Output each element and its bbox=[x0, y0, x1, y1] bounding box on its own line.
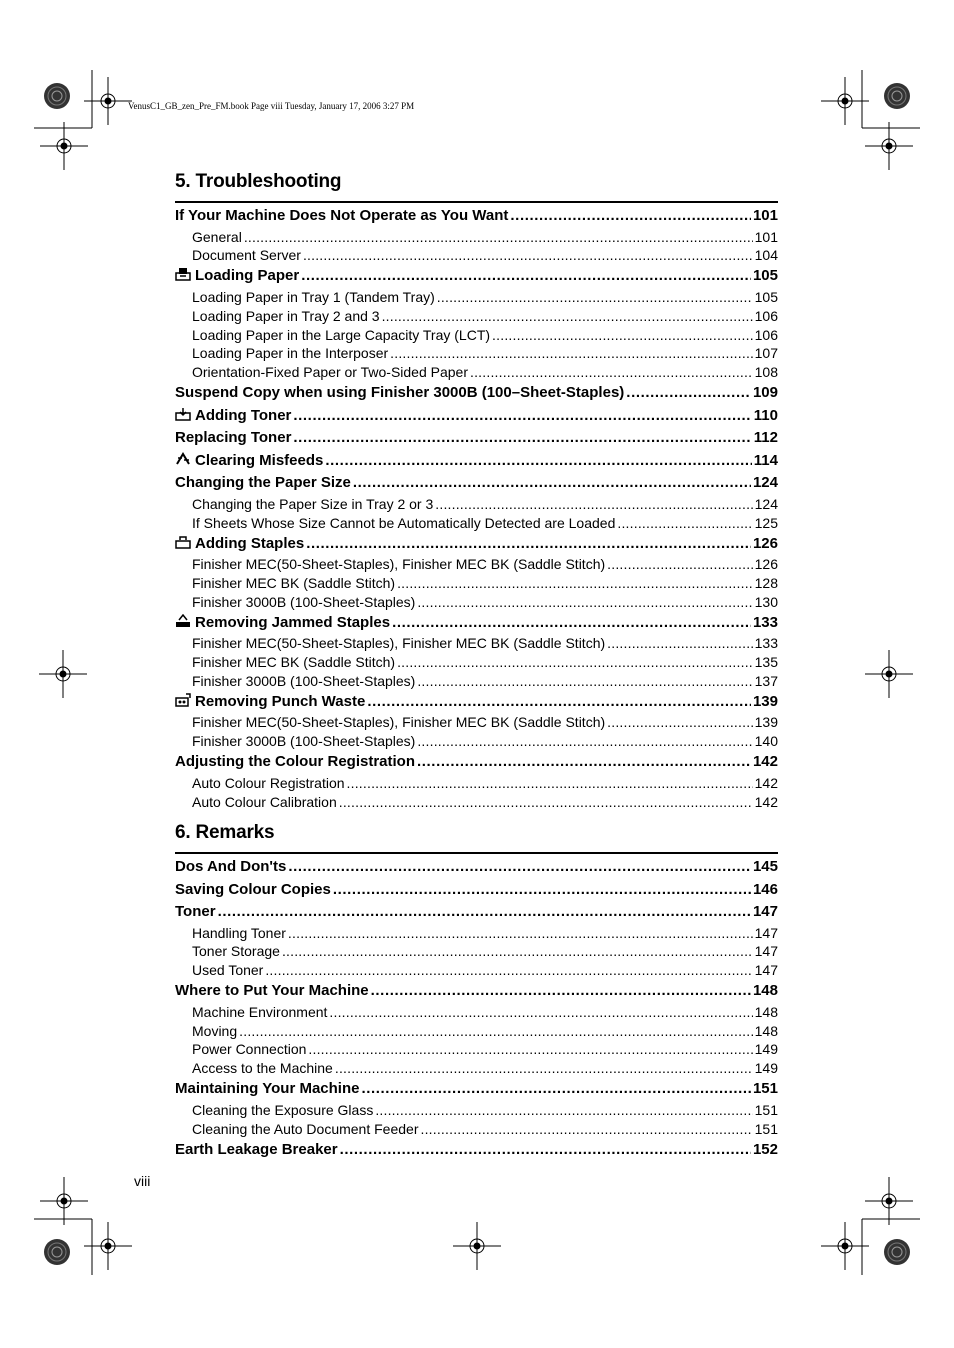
toc-entry-text: Cleaning the Exposure Glass bbox=[192, 1101, 374, 1118]
add-staples-icon bbox=[175, 534, 191, 547]
toc-entry-sub[interactable] bbox=[175, 653, 778, 672]
toc-entry-text: If Sheets Whose Size Cannot be Automatically Detected are Loaded bbox=[192, 514, 616, 531]
jammed-staples-icon bbox=[175, 613, 191, 626]
toc-page-number: 124 bbox=[754, 495, 778, 512]
toc-entry-title bbox=[192, 514, 615, 533]
toc-entry-title bbox=[175, 980, 369, 1003]
file-info-header: VenusC1_GB_zen_Pre_FM.book Page viii Tuesday, January 17, 2006 3:27 PM bbox=[128, 101, 415, 111]
toc-entry-title bbox=[192, 774, 345, 793]
toc-entry-title bbox=[192, 942, 280, 961]
toc-entry-main[interactable] bbox=[175, 405, 778, 428]
toc-entry-text: Adjusting the Colour Registration bbox=[175, 753, 415, 771]
toc-page-number: 106 bbox=[754, 307, 778, 324]
misfeed-icon bbox=[175, 451, 191, 464]
toc-entry-title bbox=[175, 405, 291, 428]
toc-entry-sub[interactable] bbox=[175, 555, 778, 574]
toc-entry-main[interactable] bbox=[175, 901, 778, 924]
section-rule bbox=[175, 852, 778, 854]
toc-page-number: 104 bbox=[754, 247, 778, 264]
toc-entry-sub[interactable] bbox=[175, 1003, 778, 1022]
toc-entry-text: Clearing Misfeeds bbox=[195, 451, 324, 469]
dot-leader bbox=[492, 326, 753, 345]
toc-entry-title bbox=[175, 1139, 338, 1162]
toc-entry-title bbox=[192, 1101, 373, 1120]
toc-page-number: 126 bbox=[752, 534, 778, 552]
toc-entry-sub[interactable] bbox=[175, 924, 778, 943]
toc-entry-text: Replacing Toner bbox=[175, 429, 292, 447]
toc-entry-text: Adding Toner bbox=[195, 406, 292, 424]
toc-entry-main[interactable] bbox=[175, 691, 778, 714]
toc-entry-title bbox=[175, 1078, 359, 1101]
toc-entry-text: Suspend Copy when using Finisher 3000B (100–Sheet-Staples) bbox=[175, 384, 625, 402]
toc-entry-text: If Your Machine Does Not Operate as You Want bbox=[175, 207, 509, 224]
toc-entry-text: Maintaining Your Machine bbox=[175, 1080, 360, 1098]
dot-leader bbox=[417, 593, 752, 612]
toc-entry-sub[interactable] bbox=[175, 942, 778, 961]
dot-leader bbox=[265, 961, 752, 980]
add-toner-icon bbox=[175, 406, 191, 419]
toc-entry-title bbox=[175, 879, 331, 902]
toc-entry-text: Finisher MEC BK (Saddle Stitch) bbox=[192, 654, 396, 671]
dot-leader bbox=[435, 495, 752, 514]
toc-page-number: 147 bbox=[754, 943, 778, 960]
toc-page-number: 109 bbox=[752, 384, 778, 402]
toc-entry-text: Handling Toner bbox=[192, 924, 286, 941]
toc-entry-sub[interactable] bbox=[175, 326, 778, 345]
toc-entry-text: Changing the Paper Size in Tray 2 or 3 bbox=[192, 495, 434, 512]
dot-leader bbox=[375, 1101, 752, 1120]
toc-entry-text: Finisher 3000B (100-Sheet-Staples) bbox=[192, 593, 416, 610]
dot-leader bbox=[626, 382, 751, 405]
dot-leader bbox=[397, 653, 753, 672]
toc-page-number: 148 bbox=[754, 1003, 778, 1020]
dot-leader bbox=[347, 774, 753, 793]
toc-page-number: 142 bbox=[754, 774, 778, 791]
toc-entry-title bbox=[175, 901, 216, 924]
toc-entry-title bbox=[192, 924, 286, 943]
toc-page-number: 151 bbox=[754, 1101, 778, 1118]
toc-entry-title bbox=[192, 1003, 327, 1022]
dot-leader bbox=[288, 924, 753, 943]
toc-page-number: 107 bbox=[754, 345, 778, 362]
toc-page-number: 142 bbox=[752, 753, 778, 771]
toc-entry-sub[interactable] bbox=[175, 288, 778, 307]
section-title-troubleshooting: 5. Troubleshooting bbox=[175, 171, 342, 192]
toc-page-number: 148 bbox=[752, 982, 778, 1000]
toc-entry-main[interactable] bbox=[175, 265, 778, 288]
toc-entry-sub[interactable] bbox=[175, 574, 778, 593]
toc-entry-title bbox=[175, 205, 508, 228]
dot-leader bbox=[607, 713, 752, 732]
toc-page-number: 149 bbox=[754, 1041, 778, 1058]
dot-leader bbox=[306, 533, 751, 556]
toc-entry-text: Finisher MEC(50-Sheet-Staples), Finisher MEC BK (Saddle Stitch) bbox=[192, 714, 606, 731]
toc-entry-title bbox=[192, 495, 433, 514]
toc-entry-main[interactable] bbox=[175, 856, 778, 879]
toc-entry-title bbox=[175, 450, 323, 473]
toc-entry-title bbox=[175, 691, 365, 714]
toc-page-number: 108 bbox=[754, 364, 778, 381]
dot-leader bbox=[339, 793, 753, 812]
section-rule bbox=[175, 201, 778, 203]
toc-entry-text: Toner bbox=[175, 903, 216, 920]
toc-entry-title bbox=[175, 751, 415, 774]
toc-page-number: 149 bbox=[754, 1060, 778, 1077]
toc-entry-main[interactable] bbox=[175, 427, 778, 450]
dot-leader bbox=[303, 246, 753, 265]
toc-entry-sub[interactable] bbox=[175, 514, 778, 533]
toc-entry-sub[interactable] bbox=[175, 1040, 778, 1059]
punch-waste-icon bbox=[175, 692, 191, 705]
toc-entry-text: Earth Leakage Breaker bbox=[175, 1140, 338, 1158]
toc-entry-sub[interactable] bbox=[175, 793, 778, 812]
dot-leader bbox=[417, 672, 752, 691]
toc-entry-text: Loading Paper in the Interposer bbox=[192, 345, 389, 362]
toc-entry-text: Adding Staples bbox=[195, 534, 305, 552]
toc-entry-text: General bbox=[192, 228, 242, 245]
toc-entry-title bbox=[192, 363, 468, 382]
toc-entry-sub[interactable] bbox=[175, 1120, 778, 1139]
toc-entry-sub[interactable] bbox=[175, 344, 778, 363]
toc-entry-main[interactable] bbox=[175, 450, 778, 473]
dot-leader bbox=[288, 856, 751, 879]
toc-entry-title bbox=[192, 961, 263, 980]
toc-entry-text: Access to the Machine bbox=[192, 1060, 333, 1077]
toc-entry-sub[interactable] bbox=[175, 495, 778, 514]
dot-leader bbox=[301, 265, 751, 288]
toc-entry-sub[interactable] bbox=[175, 713, 778, 732]
toc-entry-text: Moving bbox=[192, 1022, 238, 1039]
toc-entry-text: Power Connection bbox=[192, 1041, 307, 1058]
toc-entry-text: Document Server bbox=[192, 247, 301, 264]
dot-leader bbox=[510, 205, 751, 228]
toc-entry-title bbox=[192, 593, 415, 612]
toc-page-number: 148 bbox=[754, 1022, 778, 1039]
dot-leader bbox=[361, 1078, 751, 1101]
toc-entry-main[interactable] bbox=[175, 382, 778, 405]
toc-page-number: 139 bbox=[752, 692, 778, 710]
toc-entry-title bbox=[192, 307, 380, 326]
toc-entry-text: Finisher MEC(50-Sheet-Staples), Finisher MEC BK (Saddle Stitch) bbox=[192, 635, 606, 652]
toc-page-number: 112 bbox=[753, 429, 778, 447]
dot-leader bbox=[617, 514, 752, 533]
toc-list-troubleshooting bbox=[175, 205, 778, 811]
dot-leader bbox=[420, 1120, 752, 1139]
toc-entry-title bbox=[192, 1040, 306, 1059]
toc-entry-title bbox=[192, 1059, 333, 1078]
dot-leader bbox=[417, 732, 752, 751]
toc-entry-text: Removing Jammed Staples bbox=[195, 613, 391, 631]
dot-leader bbox=[244, 228, 753, 247]
toc-page-number: 124 bbox=[752, 474, 778, 492]
toc-entry-title bbox=[192, 793, 337, 812]
page-number: viii bbox=[134, 1173, 151, 1189]
toc-entry-main[interactable] bbox=[175, 751, 778, 774]
toc-page-number: 110 bbox=[753, 406, 778, 424]
dot-leader bbox=[607, 634, 752, 653]
toc-entry-text: Loading Paper in the Large Capacity Tray (LCT) bbox=[192, 326, 491, 343]
dot-leader bbox=[308, 1040, 752, 1059]
toc-page-number: 133 bbox=[754, 635, 778, 652]
dot-leader bbox=[293, 427, 751, 450]
toc-entry-title bbox=[175, 533, 304, 556]
toc-entry-title bbox=[175, 382, 624, 405]
dot-leader bbox=[397, 574, 753, 593]
toc-entry-title bbox=[175, 427, 291, 450]
toc-entry-sub[interactable] bbox=[175, 246, 778, 265]
toc-entry-title bbox=[192, 634, 605, 653]
toc-page-number: 147 bbox=[754, 924, 778, 941]
dot-leader bbox=[371, 980, 751, 1003]
toc-page-number: 126 bbox=[754, 556, 778, 573]
toc-entry-text: Finisher 3000B (100-Sheet-Staples) bbox=[192, 672, 416, 689]
toc-page-number: 152 bbox=[752, 1140, 778, 1158]
toc-entry-sub[interactable] bbox=[175, 1059, 778, 1078]
toc-page-number: 106 bbox=[754, 326, 778, 343]
toc-entry-main[interactable] bbox=[175, 1139, 778, 1162]
toc-page-number: 133 bbox=[752, 613, 778, 631]
toc-page-number: 147 bbox=[752, 903, 778, 920]
toc-entry-title bbox=[175, 265, 299, 288]
dot-leader bbox=[325, 450, 751, 473]
toc-entry-text: Toner Storage bbox=[192, 943, 280, 960]
toc-entry-text: Loading Paper in Tray 2 and 3 bbox=[192, 307, 380, 324]
toc-page-number: 128 bbox=[754, 574, 778, 591]
toc-entry-main[interactable] bbox=[175, 980, 778, 1003]
toc-entry-sub[interactable] bbox=[175, 634, 778, 653]
toc-entry-sub[interactable] bbox=[175, 774, 778, 793]
toc-entry-title bbox=[192, 713, 605, 732]
toc-page-number: 145 bbox=[752, 858, 778, 875]
toc-entry-main[interactable] bbox=[175, 533, 778, 556]
toc-entry-text: Removing Punch Waste bbox=[195, 692, 366, 710]
dot-leader bbox=[282, 942, 753, 961]
toc-entry-text: Cleaning the Auto Document Feeder bbox=[192, 1120, 419, 1137]
toc-entry-text: Used Toner bbox=[192, 962, 264, 979]
toc-entry-text: Loading Paper in Tray 1 (Tandem Tray) bbox=[192, 288, 435, 305]
toc-entry-title bbox=[192, 555, 605, 574]
toc-entry-sub[interactable] bbox=[175, 961, 778, 980]
toc-entry-text: Machine Environment bbox=[192, 1003, 328, 1020]
toc-list-remarks bbox=[175, 856, 778, 1161]
toc-entry-title bbox=[192, 732, 415, 751]
toc-entry-sub[interactable] bbox=[175, 593, 778, 612]
toc-entry-text: Saving Colour Copies bbox=[175, 880, 331, 898]
dot-leader bbox=[218, 901, 751, 924]
toc-entry-title bbox=[192, 326, 490, 345]
dot-leader bbox=[333, 879, 751, 902]
toc-entry-sub[interactable] bbox=[175, 1101, 778, 1120]
dot-leader bbox=[392, 612, 751, 635]
toc-entry-text: Loading Paper bbox=[195, 267, 300, 285]
toc-entry-title bbox=[192, 574, 395, 593]
toc-page-number: 142 bbox=[754, 793, 778, 810]
toc-entry-text: Auto Colour Registration bbox=[192, 774, 345, 791]
dot-leader bbox=[353, 472, 751, 495]
dot-leader bbox=[293, 405, 751, 428]
dot-leader bbox=[470, 363, 753, 382]
toc-entry-sub[interactable] bbox=[175, 307, 778, 326]
toc-entry-sub[interactable] bbox=[175, 732, 778, 751]
toc-page-number: 137 bbox=[754, 672, 778, 689]
toc-entry-text: Finisher 3000B (100-Sheet-Staples) bbox=[192, 733, 416, 750]
dot-leader bbox=[390, 344, 753, 363]
toc-entry-text: Where to Put Your Machine bbox=[175, 982, 369, 1000]
toc-entry-title bbox=[192, 288, 435, 307]
dot-leader bbox=[437, 288, 753, 307]
dot-leader bbox=[239, 1022, 753, 1041]
toc-entry-text: Finisher MEC BK (Saddle Stitch) bbox=[192, 574, 396, 591]
toc-entry-text: Auto Colour Calibration bbox=[192, 793, 337, 810]
toc-page-number: 114 bbox=[753, 451, 778, 469]
toc-entry-main[interactable] bbox=[175, 472, 778, 495]
toc-entry-title bbox=[175, 856, 286, 879]
toc-page-number: 139 bbox=[754, 714, 778, 731]
toc-page-number: 125 bbox=[754, 514, 778, 531]
toc-page-number: 135 bbox=[754, 654, 778, 671]
toc-entry-title bbox=[192, 1022, 237, 1041]
toc-page-number: 105 bbox=[752, 267, 778, 285]
toc-page-number: 101 bbox=[752, 207, 778, 224]
dot-leader bbox=[329, 1003, 752, 1022]
dot-leader bbox=[417, 751, 751, 774]
toc-page-number: 130 bbox=[754, 593, 778, 610]
section-title-remarks: 6. Remarks bbox=[175, 822, 275, 843]
toc-entry-text: Dos And Don'ts bbox=[175, 858, 287, 875]
toc-entry-main[interactable] bbox=[175, 1078, 778, 1101]
dot-leader bbox=[367, 691, 751, 714]
toc-entry-sub[interactable] bbox=[175, 363, 778, 382]
dot-leader bbox=[607, 555, 752, 574]
toc-entry-text: Orientation-Fixed Paper or Two-Sided Paper bbox=[192, 364, 468, 381]
dot-leader bbox=[335, 1059, 753, 1078]
dot-leader bbox=[340, 1139, 751, 1162]
toc-entry-title bbox=[175, 472, 351, 495]
toc-entry-sub[interactable] bbox=[175, 672, 778, 691]
toc-entry-sub[interactable] bbox=[175, 1022, 778, 1041]
toc-entry-sub[interactable] bbox=[175, 228, 778, 247]
toc-entry-main[interactable] bbox=[175, 879, 778, 902]
toc-entry-text: Changing the Paper Size bbox=[175, 474, 351, 492]
toc-page-number: 101 bbox=[754, 228, 778, 245]
toc-entry-title bbox=[175, 612, 390, 635]
toc-entry-title bbox=[192, 1120, 418, 1139]
toc-entry-title bbox=[192, 672, 415, 691]
dot-leader bbox=[382, 307, 753, 326]
toc-entry-title bbox=[192, 344, 388, 363]
toc-entry-title bbox=[192, 246, 301, 265]
load-paper-icon bbox=[175, 266, 191, 279]
toc-page-number: 151 bbox=[752, 1080, 778, 1098]
toc-page-number: 140 bbox=[754, 733, 778, 750]
toc-page-number: 147 bbox=[754, 962, 778, 979]
toc-page-number: 151 bbox=[754, 1120, 778, 1137]
toc-page-number: 105 bbox=[754, 288, 778, 305]
toc-entry-title bbox=[192, 653, 395, 672]
toc-entry-main[interactable] bbox=[175, 612, 778, 635]
toc-page-number: 146 bbox=[752, 880, 778, 898]
toc-entry-text: Finisher MEC(50-Sheet-Staples), Finisher MEC BK (Saddle Stitch) bbox=[192, 556, 606, 573]
toc-entry-title bbox=[192, 228, 242, 247]
toc-entry-main[interactable] bbox=[175, 205, 778, 228]
